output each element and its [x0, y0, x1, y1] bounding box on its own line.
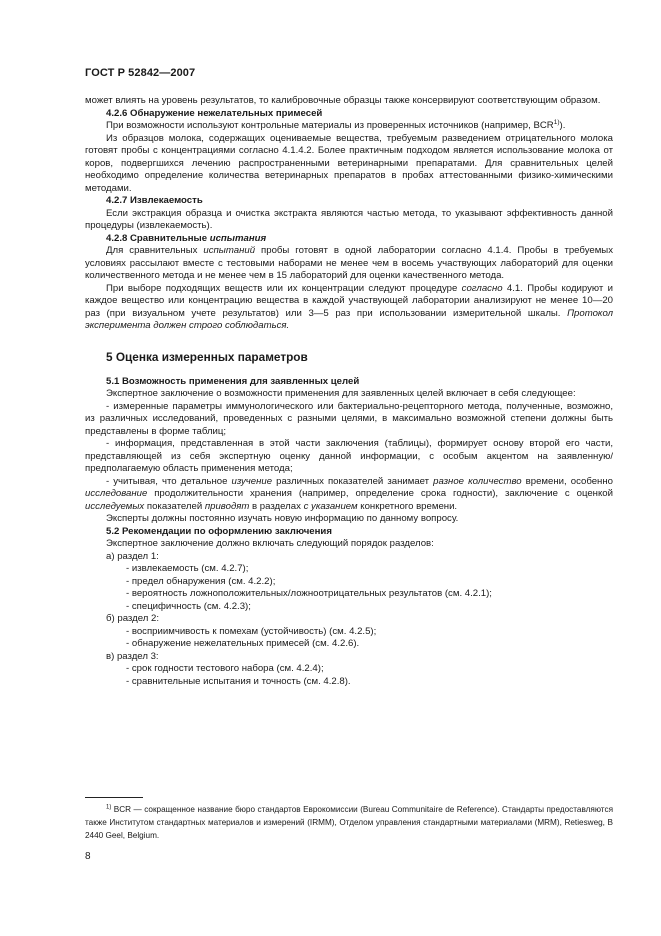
list-item: - восприимчивость к помехам (устойчивость) (см. 4.2.5); [126, 625, 377, 637]
section-5-2-paragraph-1: Экспертное заключение должно включать следующий порядок разделов: [106, 538, 434, 549]
list-item-section-1: а) раздел 1: [106, 550, 159, 562]
footnote [85, 803, 613, 842]
section-4-2-6-heading: 4.2.6 Обнаружение нежелательных примесей [106, 107, 323, 119]
list-item: - вероятность ложноположительных/ложноотрицательных результатов (см. 4.2.1); [126, 588, 492, 599]
section-5-heading: 5 Оценка измеренных параметров [106, 349, 308, 364]
section-4-2-8-paragraph-1: Для сравнительных испытаний пробы готовят в одной лаборатории согласно 4.1.4. Пробы в требуемых условиях рассылают вместе с тестовыми наборами не менее чем в восемь участвующих лабораторий для оценки количественного метода и не менее чем в 15 лабораторий для оценки качественного метода. [85, 245, 614, 281]
list-item: - специфичность (см. 4.2.3); [126, 600, 251, 612]
section-5-1-paragraph-1: Экспертное заключение о возможности применения для заявленных целей включает в себя следующее: [106, 388, 576, 399]
list-item-section-3: в) раздел 3: [106, 650, 159, 662]
list-item: - сравнительные испытания и точность (см. 4.2.8). [126, 675, 351, 687]
section-4-2-7-paragraph-1: Если экстракция образца и очистка экстракта являются частью метода, то указывают эффективность данной процедуры (извлекаемость). [85, 207, 613, 231]
list-item-section-2: б) раздел 2: [106, 613, 159, 624]
section-5-2-heading: 5.2 Рекомендации по оформлению заключения [106, 525, 332, 537]
continuation-paragraph: может влиять на уровень результатов, то калибровочные образцы также консервируют соответствующим образом. [85, 95, 601, 106]
section-5-1-bullet-2: - информация, представленная в этой части заключения (таблицы), формирует основу второй его части, представляющей из себя экспертную оценку данной информации, с особым акцентом на заявленную/ предполагаемую область применения метода; [85, 438, 613, 474]
footnote-divider [85, 797, 143, 798]
section-4-2-6-paragraph-2: Из образцов молока, содержащих оцениваемые вещества, требуемым разведением отрицательного молока готовят пробы с концентрациями согласно 4.1.4.2. Более практичным подходом является использование молока от коров, подвергшихся лечению распространенными ветеринарными препаратами. Для сравнительных целей необходимо определение количества ветеринарных препаратов в пробах аттестованными физико-химическими методами. [85, 132, 613, 194]
list-item: - срок годности тестового набора (см. 4.2.4); [126, 663, 324, 674]
section-4-2-8-paragraph-2: При выборе подходящих веществ или их концентрации следуют процедуре согласно 4.1. Пробы кодируют и каждое вещество или концентрацию вещества в каждой участвующей лаборатории анализируют не менее 10—20 раз (при визуальном учете результатов) или 3—5 раз при использовании измерительной шкалы. Протокол эксперимента должен строго соблюдаться. [85, 282, 613, 331]
footnote-marker: 1) [106, 804, 112, 811]
section-4-2-6-paragraph-1: При возможности используют контрольные материалы из проверенных источников (например, BCR$^{1)}$). [106, 118, 566, 131]
footnote-reference: 1) [553, 118, 560, 126]
list-item: - обнаружение нежелательных примесей (см. 4.2.6). [126, 638, 360, 649]
section-5-1-bullet-1: - измеренные параметры иммунологического или бактериально-рецепторного метода, полученные, возможно, из различных исследований, проведенных с разными целями, в максимально возможной степени должны быть представлены в форме таблиц; [85, 400, 613, 437]
section-4-2-7-heading: 4.2.7 Извлекаемость [106, 195, 203, 206]
list-item: - предел обнаружения (см. 4.2.2); [126, 575, 276, 587]
section-5-1-bullet-3: - учитывая, что детальное изучение различных показателей занимает разное количество времени, особенно исследование продолжительности хранения (например, определение срока годности), заключение с оценкой исследуемых показателей приводят в разделах с указанием конкретного времени. [85, 475, 613, 512]
section-5-1-heading: 5.1 Возможность применения для заявленных целей [106, 375, 360, 387]
document-header: ГОСТ Р 52842—2007 [85, 67, 196, 79]
section-5-1-paragraph-2: Эксперты должны постоянно изучать новую информацию по данному вопросу. [106, 513, 459, 524]
page-number: 8 [85, 851, 91, 862]
section-4-2-8-heading: 4.2.8 Сравнительные испытания [106, 232, 267, 244]
footnote-text: BCR — сокращенное название бюро стандартов Еврокомиссии (Bureau Communitaire de Reference). Стандарты предоставляются также Институтом стандартных материалов и измерений (IRMM), Отделом управления стандартными материалами (MRM), Retiesweg, B 2440 Geel, Belgium. [85, 805, 613, 840]
main-content [85, 95, 613, 688]
list-item: - извлекаемость (см. 4.2.7); [126, 563, 249, 574]
